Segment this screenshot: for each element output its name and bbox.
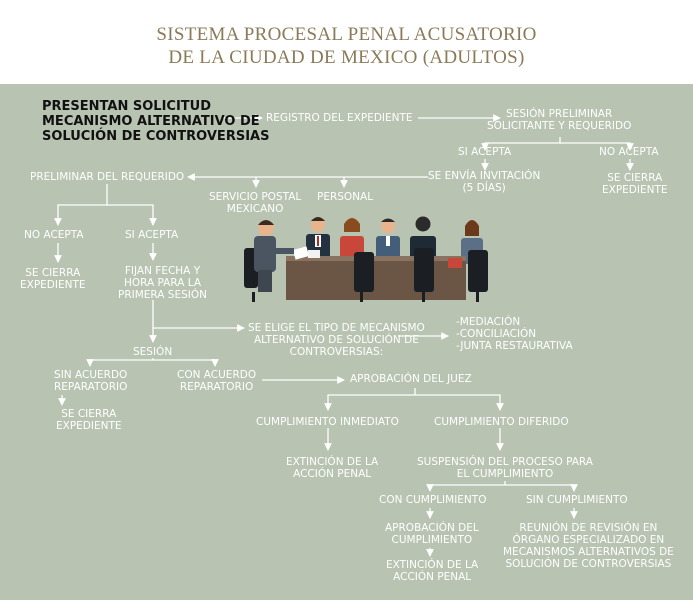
invitacion-node: SE ENVÍA INVITACIÓN (5 DÍAS) — [428, 170, 541, 194]
sesion-preliminar-node: SESIÓN PRELIMINAR SOLICITANTE Y REQUERIDO — [487, 108, 632, 132]
se-cierra-3-node: SE CIERRA EXPEDIENTE — [56, 408, 122, 432]
con-cumplimiento-node: CON CUMPLIMIENTO — [379, 494, 487, 506]
si-acepta-1-node: SI ACEPTA — [458, 146, 512, 158]
registro-node: REGISTRO DEL EXPEDIENTE — [266, 112, 413, 124]
si-acepta-2-node: SI ACEPTA — [125, 229, 179, 241]
aprobacion-cumplimiento-node: APROBACIÓN DEL CUMPLIMIENTO — [385, 522, 479, 546]
aprobacion-juez-node: APROBACIÓN DEL JUEZ — [350, 373, 472, 385]
extincion-1-node: EXTINCIÓN DE LA ACCIÓN PENAL — [286, 456, 379, 480]
meeting-table — [286, 256, 466, 300]
start-node: PRESENTAN SOLICITUD MECANISMO ALTERNATIVO DE SOLUCIÓN DE CONTROVERSIAS — [42, 99, 270, 144]
sin-cumplimiento-node: SIN CUMPLIMIENTO — [526, 494, 628, 506]
cumplimiento-inmediato-node: CUMPLIMIENTO INMEDIATO — [256, 416, 399, 428]
se-cierra-1-node: SE CIERRA EXPEDIENTE — [602, 172, 668, 196]
con-acuerdo-node: CON ACUERDO REPARATORIO — [177, 369, 257, 393]
meeting-illustration — [236, 208, 498, 308]
no-acepta-1-node: NO ACEPTA — [599, 146, 659, 158]
no-acepta-2-node: NO ACEPTA — [24, 229, 84, 241]
mecanismos-node: -MEDIACIÓN -CONCILIACIÓN -JUNTA RESTAURATIVA — [456, 316, 573, 352]
se-cierra-2-node: SE CIERRA EXPEDIENTE — [20, 267, 86, 291]
servicio-postal-node: SERVICIO POSTAL MEXICANO — [209, 191, 302, 215]
title-line-2: DE LA CIUDAD DE MEXICO (ADULTOS) — [168, 47, 525, 68]
sesion-node: SESIÓN — [133, 346, 173, 358]
preliminar-requerido-node: PRELIMINAR DEL REQUERIDO — [30, 171, 185, 183]
extincion-2-node: EXTINCIÓN DE LA ACCIÓN PENAL — [386, 559, 479, 583]
cumplimiento-diferido-node: CUMPLIMIENTO DIFERIDO — [434, 416, 569, 428]
right-person — [448, 258, 462, 268]
personal-node: PERSONAL — [317, 191, 374, 203]
title-line-1: SISTEMA PROCESAL PENAL ACUSATORIO — [156, 24, 537, 45]
elige-tipo-node: SE ELIGE EL TIPO DE MECANISMO ALTERNATIVO DE SOLUCIÓN DE CONTROVERSIAS: — [248, 322, 425, 358]
sin-acuerdo-node: SIN ACUERDO REPARATORIO — [54, 369, 128, 393]
reunion-revision-node: REUNIÓN DE REVISIÓN EN ÓRGANO ESPECIALIZADO EN MECANISMOS ALTERNATIVOS DE SOLUCIÓN DE CONTROVERSIAS — [503, 522, 674, 570]
suspension-node: SUSPENSIÓN DEL PROCESO PARA EL CUMPLIMIENTO — [417, 456, 593, 480]
fijan-fecha-node: FIJAN FECHA Y HORA PARA LA PRIMERA SESIÓN — [118, 265, 207, 301]
